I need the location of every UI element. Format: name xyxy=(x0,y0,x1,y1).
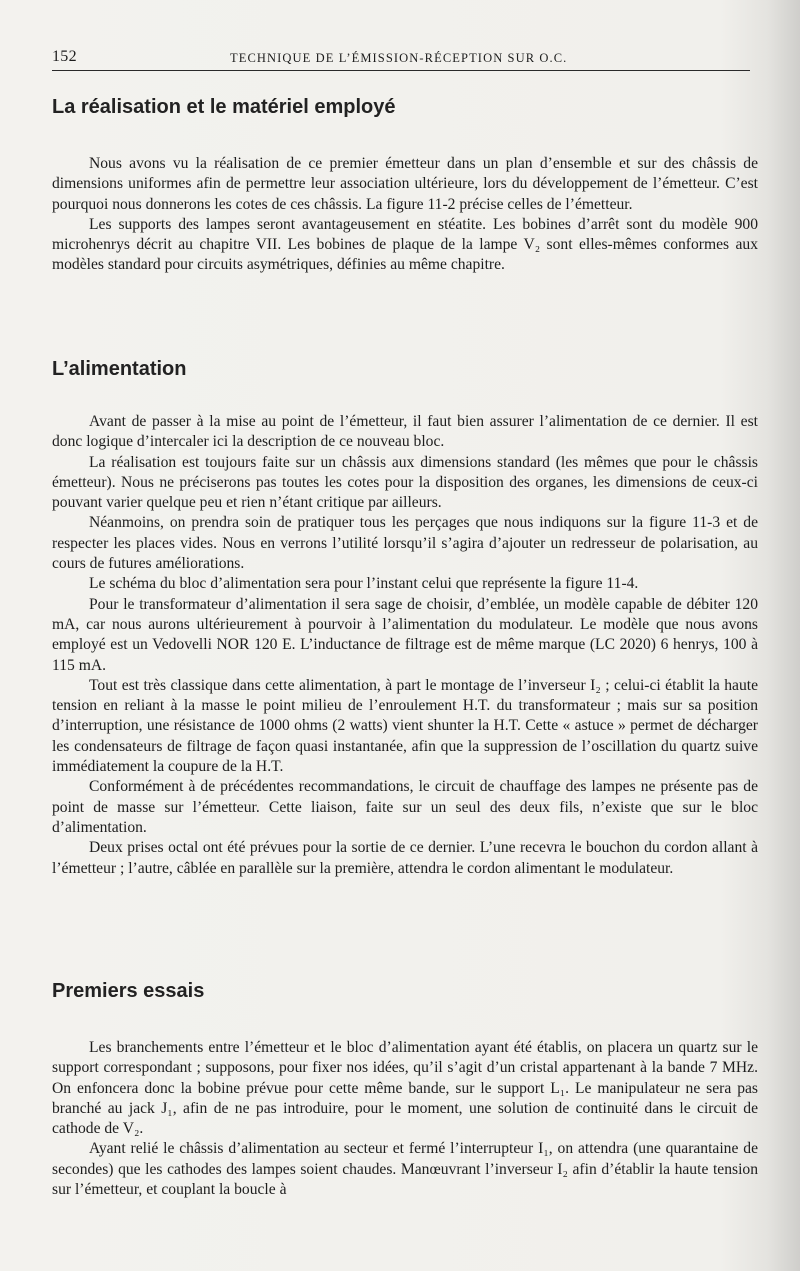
section-title-premiers-essais: Premiers essais xyxy=(52,980,205,1002)
paragraph: Deux prises octal ont été prévues pour la sortie de ce dernier. L’une recevra le bouchon du cordon allant à l’émetteur ; l’autre, câblée en parallèle sur la première, attendra le cordon alimentant le modulateur. xyxy=(52,839,758,877)
paragraph: Les supports des lampes seront avantageusement en stéatite. Les bobines d’arrêt sont du modèle 900 microhenrys décrit au chapitre VII. Les bobines de plaque de la lampe V₂ sont elles-mêmes conformes aux modèles standard pour circuits asymétriques, définies au même chapitre. xyxy=(52,215,758,274)
paragraph: Pour le transformateur d’alimentation il sera sage de choisir, d’emblée, un modèle capable de débiter 120 mA, car nous aurons ultérieurement à pourvoir à l’alimentation du modulateur. Le modèle que nous avons employé est un Vedovelli NOR 120 E. L’inductance de filtrage est de même marque (LC 2020) 6 henrys, 100 à 115 mA. xyxy=(52,595,758,674)
paragraph: Néanmoins, on prendra soin de pratiquer tous les perçages que nous indiquons sur la figure 11-3 et de respecter les places vides. Nous en verrons l’utilité lorsqu’il s’agira d’ajouter un redresseur de polarisation, au cours de futures améliorations. xyxy=(52,514,758,573)
section-body-realisation xyxy=(52,154,758,276)
paragraph: Conformément à de précédentes recommandations, le circuit de chauffage des lampes ne présente pas de point de masse sur l’émetteur. Cette liaison, faite sur un seul des deux fils, n’existe que sur le bloc d’alimentation. xyxy=(52,778,758,836)
paragraph: Le schéma du bloc d’alimentation sera pour l’instant celui que représente la figure 11-4. xyxy=(89,575,639,593)
paragraph: Nous avons vu la réalisation de ce premier émetteur dans un plan d’ensemble et sur des châssis de dimensions uniformes afin de permettre leur association ultérieure, lors du développement de l’émetteur. C’est pourquoi nous donnerons les cotes de ces châssis. La figure 11-2 précise celles de l’émetteur. xyxy=(52,155,758,213)
paragraph: Avant de passer à la mise au point de l’émetteur, il faut bien assurer l’alimentation de ce dernier. Il est donc logique d’intercaler ici la description de ce nouveau bloc. xyxy=(52,413,758,451)
running-title: TECHNIQUE DE L’ÉMISSION-RÉCEPTION SUR O.C. xyxy=(230,51,568,65)
paragraph: Tout est très classique dans cette alimentation, à part le montage de l’inverseur I₂ ; celui-ci établit la haute tension en reliant à la masse le point milieu de l’enroulement H.T. du transformateur ; mais sur sa position d’interruption, une résistance de 1000 ohms (2 watts) vient shunter la H.T. Cette « astuce » permet de décharger les condensateurs de filtrage de façon quasi instantanée, afin que la suppression de l’oscillation du quartz suive immédiatement la coupure de la H.T. xyxy=(52,676,758,776)
page-header xyxy=(52,48,750,71)
section-body-premiers-essais xyxy=(52,1038,758,1200)
paragraph: La réalisation est toujours faite sur un châssis aux dimensions standard (les mêmes que pour le châssis émetteur). Nous ne préciserons pas toutes les cotes pour la disposition des organes, les dimensions de ceux-ci pouvant varier quelque peu et rien n’étant critique par ailleurs. xyxy=(52,453,758,512)
page-number: 152 xyxy=(52,48,77,65)
paragraph: Les branchements entre l’émetteur et le bloc d’alimentation ayant été établis, on placera un quartz sur le support correspondant ; supposons, pour fixer nos idées, qu’il s’agit d’un cristal appartenant à la bande 7 MHz. On enfoncera donc la bobine prévue pour cette même bande, sur le support L₁. Le manipulateur ne sera pas branché au jack J₁, afin de ne pas introduire, pour le moment, une solution de continuité dans le circuit de cathode de V₂. xyxy=(52,1039,758,1138)
paragraph: Ayant relié le châssis d’alimentation au secteur et fermé l’interrupteur I₁, on attendra (une quarantaine de secondes) que les cathodes des lampes soient chaudes. Manœuvrant l’inverseur I₂ afin d’établir la haute tension sur l’émetteur, et couplant la boucle à xyxy=(52,1140,758,1199)
section-title-realisation: La réalisation et le matériel employé xyxy=(52,96,396,118)
section-title-alimentation: L’alimentation xyxy=(52,358,187,380)
section-body-alimentation xyxy=(52,412,758,879)
